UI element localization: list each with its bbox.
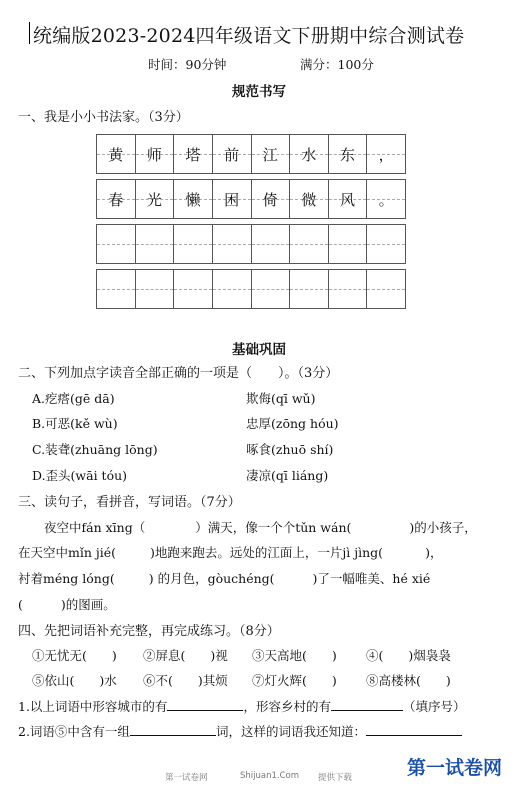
grid-cell: 江	[252, 135, 291, 173]
q3-line-2: 在天空中mǐn jié( )地跑来跑去。远处的江面上，一片jì jìng( )，	[18, 545, 443, 560]
answer-blank[interactable]	[331, 710, 403, 711]
q4-sub-1: 1.以上词语中形容城市的有 ，形容乡村的有 （填序号）	[18, 699, 466, 714]
q2-option-b-right: 忠厚(zōng hóu)	[246, 416, 339, 431]
grid-cell[interactable]	[136, 270, 175, 308]
grid-cell: 前	[213, 135, 252, 173]
grid-cell: 懒	[174, 180, 213, 218]
grid-cell: 师	[136, 135, 175, 173]
grid-cell[interactable]	[213, 225, 252, 263]
grid-cell[interactable]	[174, 270, 213, 308]
q4-word-4: ④( )烟袅袅	[366, 648, 451, 663]
grid-cell[interactable]	[329, 270, 368, 308]
grid-cell[interactable]	[329, 225, 368, 263]
answer-blank[interactable]	[130, 735, 216, 736]
grid-cell: 春	[97, 180, 136, 218]
footer-site-url[interactable]: Shijuan1.Com	[240, 771, 300, 781]
q4-word-3: ③天高地( )	[252, 648, 337, 663]
q3-line-1: 夜空中fán xīng（ ）满天，像一个个tǔn wán( )的小孩子，	[44, 520, 477, 535]
grid-cell[interactable]	[252, 225, 291, 263]
grid-cell[interactable]	[174, 225, 213, 263]
q4-word-5: ⑤依山( )水	[32, 673, 117, 688]
section-basics-heading: 基础巩固	[232, 342, 286, 358]
q2-option-d-right: 凄凉(qī liáng)	[246, 468, 329, 483]
grid-cell: 水	[290, 135, 329, 173]
q3-line-4: ( )的图画。	[18, 597, 116, 612]
grid-cell[interactable]	[290, 270, 329, 308]
q4-word-7: ⑦灯火辉( )	[252, 673, 337, 688]
page-title: 统编版2023-2024四年级语文下册期中综合测试卷	[33, 25, 465, 47]
q2-option-a-right: 欺侮(qī wǔ)	[246, 391, 316, 406]
q2-option-d-left: D.歪头(wāi tóu)	[32, 468, 128, 483]
grid-cell[interactable]	[136, 225, 175, 263]
q2-option-c-left: C.装聋(zhuāng lōng)	[32, 442, 158, 457]
q4-word-8: ⑧高楼林( )	[366, 673, 451, 688]
exam-time: 时间：90分钟	[148, 57, 227, 72]
q2-option-a-left: A.疙瘩(gē dā)	[32, 391, 115, 406]
grid-cell: 光	[136, 180, 175, 218]
grid-cell: 倚	[252, 180, 291, 218]
q3-prompt: 三、读句子，看拼音，写词语。（7分）	[18, 495, 241, 510]
q4-word-1: ①无忧无( )	[32, 648, 117, 663]
q2-option-b-left: B.可恶(kě wù)	[32, 416, 118, 431]
grid-cell: 黄	[97, 135, 136, 173]
section-writing-heading: 规范书写	[232, 84, 286, 100]
writing-grid-row-empty[interactable]	[96, 269, 406, 309]
answer-blank[interactable]	[366, 735, 462, 736]
grid-cell[interactable]	[290, 225, 329, 263]
grid-cell[interactable]	[367, 225, 405, 263]
grid-cell[interactable]	[213, 270, 252, 308]
grid-cell[interactable]	[367, 270, 405, 308]
grid-cell: 塔	[174, 135, 213, 173]
answer-blank[interactable]	[167, 710, 243, 711]
writing-grid-row-empty[interactable]	[96, 224, 406, 264]
text-cursor	[29, 22, 30, 44]
grid-cell[interactable]	[97, 270, 136, 308]
q1-prompt: 一、我是小小书法家。（3分）	[18, 110, 189, 125]
footer-site-name: 第一试卷网	[165, 773, 208, 783]
writing-grid-row	[96, 134, 406, 174]
q3-line-3: 衬着méng lóng( ) 的月色，gòuchéng( )了一幅唯美、hé xié	[18, 571, 431, 586]
q4-prompt: 四、先把词语补充完整，再完成练习。（8分）	[18, 624, 280, 639]
footer-download-note: 提供下载	[318, 773, 353, 783]
grid-cell[interactable]	[252, 270, 291, 308]
q4-word-2: ②屏息( )视	[143, 648, 228, 663]
q4-word-6: ⑥不( )其烦	[143, 673, 228, 688]
grid-cell: 困	[213, 180, 252, 218]
q4-sub-2: 2.词语⑤中含有一组 词，这样的词语我还知道：	[18, 722, 462, 740]
q2-prompt: 二、下列加点字读音全部正确的一项是（ ）。（3分）	[18, 366, 339, 381]
grid-cell: 微	[290, 180, 329, 218]
grid-cell[interactable]	[97, 225, 136, 263]
exam-full-score: 满分：100分	[300, 57, 374, 72]
q2-option-c-right: 啄食(zhuō shí)	[246, 442, 334, 457]
grid-cell: 风	[329, 180, 368, 218]
grid-cell: 。	[367, 180, 405, 218]
grid-cell: 东	[329, 135, 368, 173]
grid-cell: ，	[367, 135, 405, 173]
brand-watermark: 第一试卷网	[407, 757, 503, 779]
writing-grid-row	[96, 179, 406, 219]
